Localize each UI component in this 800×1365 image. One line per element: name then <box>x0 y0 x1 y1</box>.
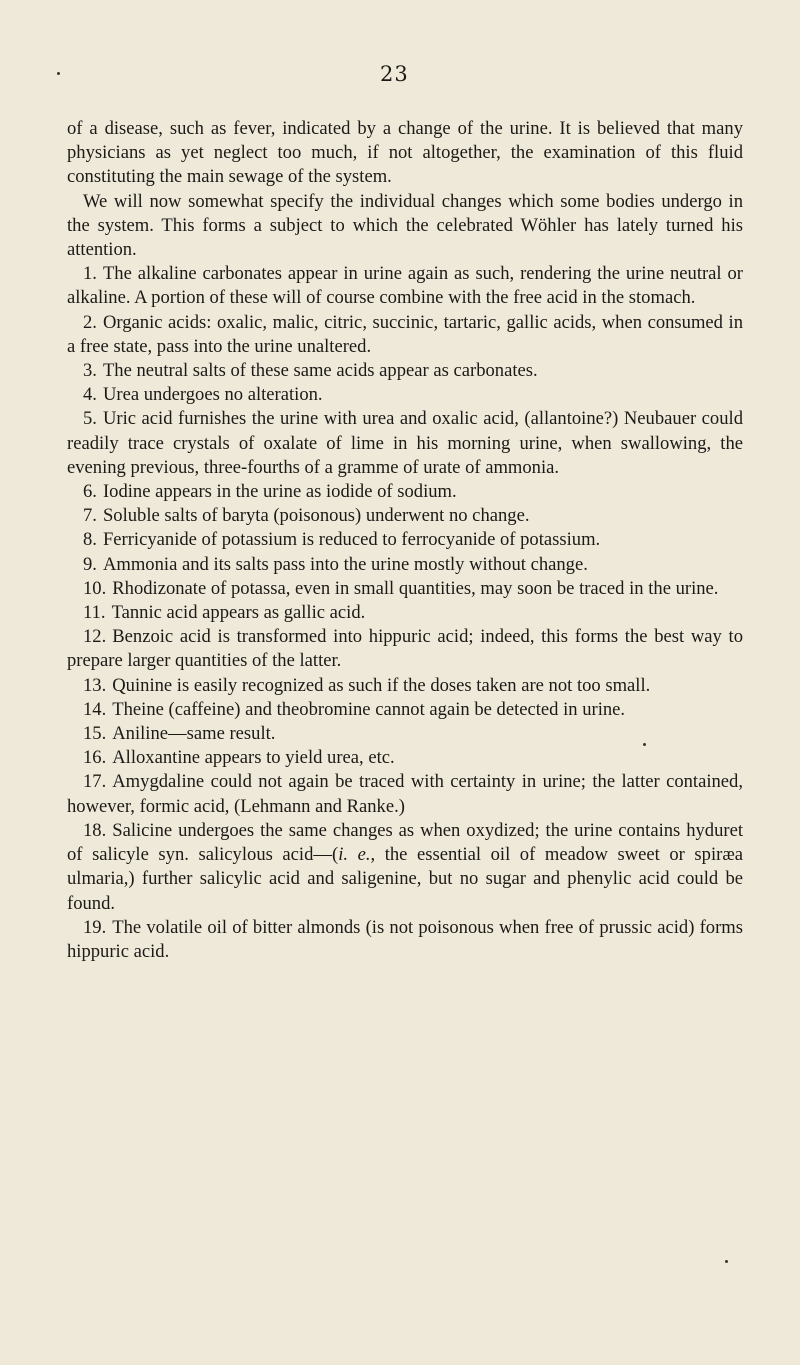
numbered-item-7 <box>67 504 743 528</box>
item-text: The alkaline carbonates appear in urine again as such, rendering the urine neutral or alkaline. A portion of these will of course combine with the free acid in the stomach. <box>67 263 743 309</box>
page-body-text <box>67 117 743 964</box>
item-number: 18. <box>83 819 107 841</box>
page-speck <box>57 72 60 75</box>
item-text: Ammonia and its salts pass into the urine mostly without change. <box>102 553 588 575</box>
item-number: 11. <box>83 602 106 624</box>
item-number: 14. <box>83 698 107 720</box>
item-text-after: , the essential oil of meadow sweet or spiræa ulmaria,) further salicylic acid and saligenine, but no sugar and phenylic acid could be found. <box>67 844 743 914</box>
numbered-item-10 <box>67 577 743 601</box>
item-number: 6. <box>83 481 97 503</box>
numbered-item-9 <box>67 553 743 577</box>
item-text: Soluble salts of baryta (poisonous) underwent no change. <box>102 505 530 527</box>
numbered-item-13 <box>67 674 743 698</box>
numbered-item-4 <box>67 383 743 407</box>
item-text: Urea undergoes no alteration. <box>102 384 323 406</box>
item-number: 5. <box>83 408 97 430</box>
numbered-item-3 <box>67 359 743 383</box>
item-text: Amygdaline could not again be traced with certainty in urine; the latter contained, however, formic acid, (Lehmann and Ranke.) <box>67 771 743 817</box>
item-text: Alloxantine appears to yield urea, etc. <box>112 747 395 769</box>
item-number: 9. <box>83 553 97 575</box>
item-text: Aniline—same result. <box>112 723 276 745</box>
item-number: 3. <box>83 360 97 382</box>
numbered-item-16 <box>67 746 743 770</box>
numbered-item-14 <box>67 698 743 722</box>
item-text: Ferricyanide of potassium is reduced to ferrocyanide of potassium. <box>102 529 601 551</box>
item-number: 2. <box>83 311 97 333</box>
numbered-item-19 <box>67 916 743 964</box>
numbered-item-15 <box>67 722 743 746</box>
opening-paragraph: of a disease, such as fever, indicated by a change of the urine. It is believed that many physicians as yet neglect too much, if not altogether, the examination of this fluid constituting the main sewage of the system. <box>67 118 743 188</box>
item-number: 17. <box>83 771 107 793</box>
item-text: Uric acid furnishes the urine with urea and oxalic acid, (allantoine?) Neubauer could readily trace crystals of oxalate of lime in his morning urine, when swallowing, the evening previous, three-fourths of a gramme of urate of ammonia. <box>67 408 743 478</box>
page-speck <box>725 1260 728 1263</box>
item-text: Benzoic acid is transformed into hippuric acid; indeed, this forms the best way to prepare larger quantities of the latter. <box>67 626 743 672</box>
numbered-item-18 <box>67 819 743 916</box>
numbered-item-11 <box>67 601 743 625</box>
numbered-item-8 <box>67 528 743 552</box>
item-text: The volatile oil of bitter almonds (is not poisonous when free of prussic acid) forms hippuric acid. <box>67 916 743 962</box>
item-text: Organic acids: oxalic, malic, citric, succinic, tartaric, gallic acids, when consumed in a free state, pass into the urine unaltered. <box>67 311 743 357</box>
page-number: 23 <box>380 62 409 86</box>
item-number: 13. <box>83 674 107 696</box>
item-number: 7. <box>83 505 97 527</box>
numbered-item-1 <box>67 262 743 310</box>
numbered-item-6 <box>67 480 743 504</box>
item-text-before: Salicine undergoes the same changes as when oxydized; the urine contains hyduret of salicyle syn. salicylous acid—( <box>67 819 743 866</box>
item-number: 8. <box>83 529 97 551</box>
item-text-italic: i. e. <box>338 844 371 866</box>
item-text: Theine (caffeine) and theobromine cannot again be detected in urine. <box>112 698 626 720</box>
item-number: 1. <box>83 263 97 285</box>
item-text: The neutral salts of these same acids appear as carbonates. <box>102 360 538 382</box>
item-number: 10. <box>83 577 107 599</box>
intro-paragraph: We will now somewhat specify the individual changes which some bodies undergo in the system. This forms a subject to which the celebrated Wöhler has lately turned his attention. <box>67 190 743 261</box>
item-number: 19. <box>83 916 107 938</box>
item-number: 16. <box>83 747 107 769</box>
numbered-item-5 <box>67 407 743 480</box>
numbered-item-2 <box>67 311 743 359</box>
item-text: Rhodizonate of potassa, even in small quantities, may soon be traced in the urine. <box>112 577 719 599</box>
numbered-item-12 <box>67 625 743 673</box>
item-text: Quinine is easily recognized as such if the doses taken are not too small. <box>112 674 651 696</box>
item-number: 4. <box>83 384 97 406</box>
numbered-item-17 <box>67 770 743 818</box>
item-text: Tannic acid appears as gallic acid. <box>111 602 366 624</box>
page-speck <box>643 743 646 746</box>
item-number: 15. <box>83 723 107 745</box>
item-text: Iodine appears in the urine as iodide of sodium. <box>102 481 457 503</box>
item-number: 12. <box>83 626 107 648</box>
